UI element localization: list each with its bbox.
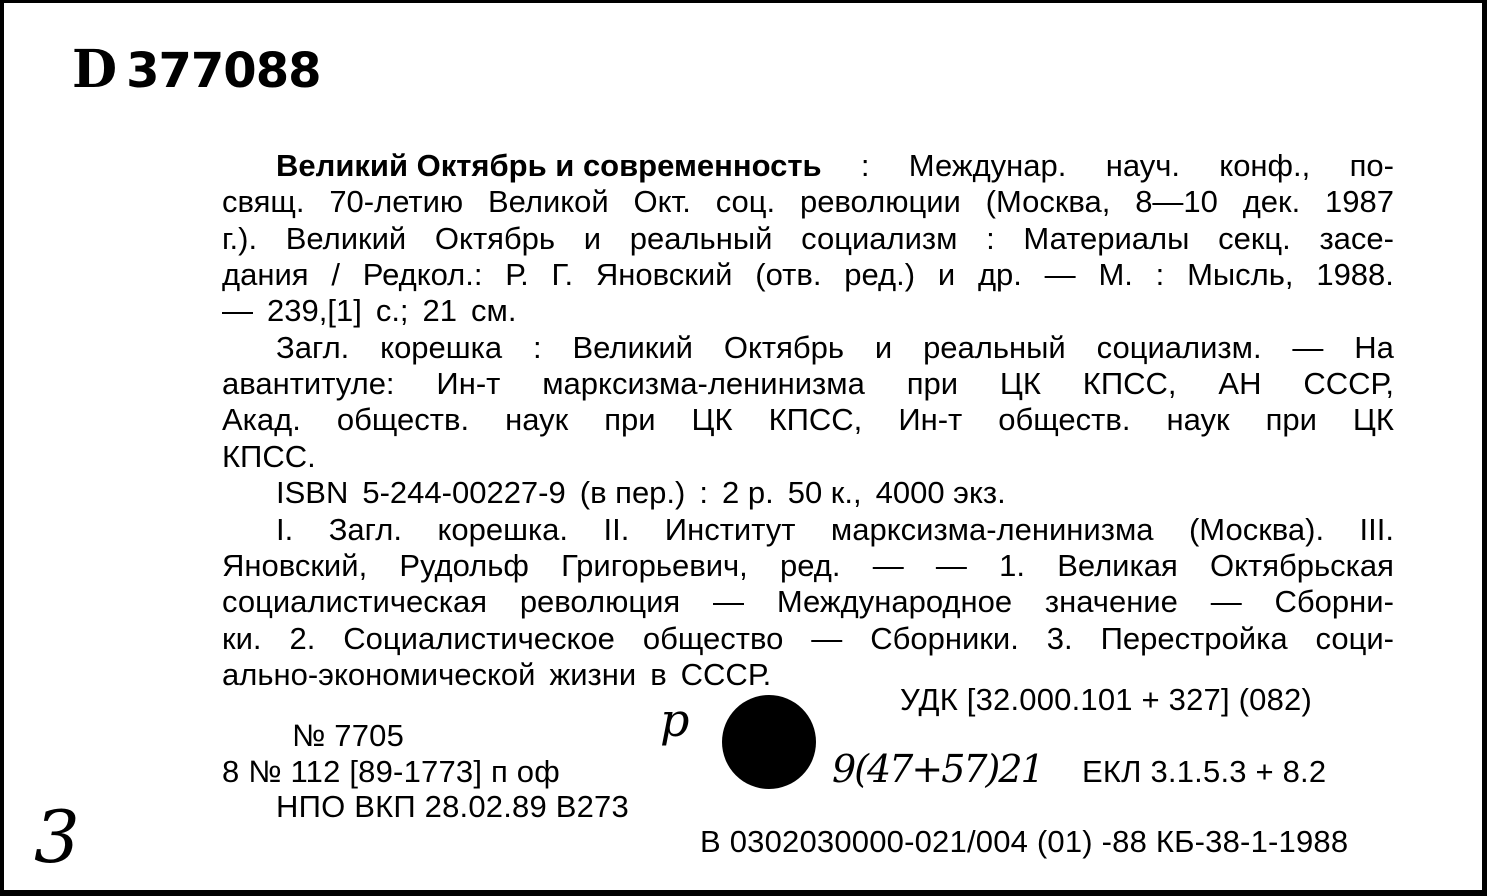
text-word: марксизма-ленинизма (542, 366, 865, 402)
text-word: АН (1218, 366, 1262, 402)
order-number: № 7705 (292, 718, 405, 753)
text-word: Октябрьская (1209, 547, 1394, 583)
text-word: революции (799, 184, 961, 220)
text-word: КПСС. (222, 438, 316, 474)
text-word: Редкол.: (362, 257, 483, 293)
text-word: : (1155, 257, 1165, 293)
text-word: дания (222, 257, 309, 293)
text-line (222, 549, 1394, 583)
text-word: — (1210, 584, 1242, 620)
ekl-code: ЕКЛ 3.1.5.3 + 8.2 (1082, 754, 1327, 789)
text-word: Междунар. (908, 148, 1067, 183)
text-word: общество (642, 620, 784, 656)
text-word: корешка. (437, 511, 569, 547)
text-word: при (906, 366, 959, 402)
text-word: 2 р. (721, 475, 774, 511)
text-word: КПСС, (1082, 366, 1177, 402)
text-word: Великой (487, 184, 609, 220)
text-word: Яновский, (222, 547, 368, 583)
text-word: Р. (505, 257, 529, 293)
print-run-line: 8 № 112 [89-1773] п оф (222, 754, 560, 789)
text-word: жизни (549, 656, 637, 692)
text-word: I. (276, 511, 294, 547)
text-word: засе- (1319, 220, 1394, 256)
text-line (222, 258, 1394, 292)
text-word: Ин-т (436, 366, 501, 402)
text-word: при (1265, 402, 1317, 438)
text-word: : (533, 329, 542, 365)
text-word: III. (1359, 511, 1394, 547)
text-word: Сборни- (1274, 584, 1394, 620)
text-line (222, 222, 1394, 256)
text-word: СССР, (1303, 366, 1394, 402)
text-word: КПСС, (768, 402, 863, 438)
text-word: 50 к., (787, 475, 862, 511)
text-word: науч. (1105, 148, 1180, 183)
text-word: наук (1166, 402, 1230, 438)
bottom-classification-code: В 0302030000-021/004 (01) -88 КБ-38-1-1988 (700, 824, 1349, 859)
text-word: соци- (1315, 620, 1394, 656)
text-line (276, 331, 1394, 365)
text-word: Социалистическое (343, 620, 615, 656)
text-word: секц. (1218, 220, 1291, 256)
text-word: корешка (380, 329, 503, 365)
text-word: значение (1044, 584, 1178, 620)
text-word: (в пер.) (579, 475, 686, 511)
text-word: ред. (780, 547, 841, 583)
text-word: Загл. (328, 511, 402, 547)
text-word: 3. (1046, 620, 1073, 656)
text-word: Григорьевич, (561, 547, 748, 583)
text-word: II. (603, 511, 630, 547)
text-word: ЦК (999, 366, 1041, 402)
text-line (222, 440, 1394, 474)
text-word: конф., (1219, 148, 1311, 183)
text-word: На (1354, 329, 1394, 365)
text-word: ки. (222, 620, 262, 656)
npo-line: НПО ВКП 28.02.89 В273 (276, 789, 629, 824)
text-word: Г. (551, 257, 574, 293)
text-line (276, 513, 1394, 547)
text-word: 70-летию (329, 184, 464, 220)
text-word: (Москва, (985, 184, 1111, 220)
text-word: Октябрь (434, 220, 556, 256)
text-word: (отв. (755, 257, 822, 293)
text-line (276, 149, 1394, 183)
text-line (222, 294, 1394, 328)
text-word: Великий (572, 329, 693, 365)
text-word: М. (1098, 257, 1133, 293)
black-dot-mark (722, 695, 816, 789)
accession-number (72, 39, 320, 100)
text-word: — (1044, 257, 1076, 293)
text-word: Материалы (1023, 220, 1190, 256)
text-word: и (874, 329, 893, 365)
text-word: социалистическая (222, 584, 487, 620)
text-word: соц. (715, 184, 776, 220)
text-word: Перестройка (1100, 620, 1288, 656)
text-line (222, 185, 1394, 219)
text-word: ред.) (844, 257, 916, 293)
text-word: : (860, 148, 870, 183)
accession-digits: 377088 (126, 43, 321, 99)
text-word: в (650, 656, 667, 692)
text-word: 1987 (1325, 184, 1394, 220)
text-word: Мысль, (1187, 257, 1294, 293)
text-word: Акад. (222, 402, 301, 438)
text-word: Великий (285, 220, 407, 256)
text-word: 2. (289, 620, 316, 656)
handwritten-shelf-mark: 9(47+57)21 (832, 747, 1043, 791)
text-word: авантитуле: (222, 366, 395, 402)
text-word: дек. (1242, 184, 1301, 220)
text-word: Великий Октябрь и современность (276, 148, 822, 183)
text-word: Великая (1057, 547, 1178, 583)
text-word: г.). (222, 220, 258, 256)
accession-prefix: D (72, 39, 117, 100)
text-word: Октябрь (723, 329, 845, 365)
text-word: Международное (776, 584, 1013, 620)
udk-code: УДК [32.000.101 + 327] (082) (900, 682, 1312, 717)
text-word: 8—10 (1135, 184, 1218, 220)
text-line (222, 585, 1394, 619)
text-word: марксизма-ленинизма (830, 511, 1154, 547)
text-word: революция (519, 584, 681, 620)
text-word: ISBN (276, 475, 349, 511)
text-word: при (604, 402, 656, 438)
text-line (222, 622, 1394, 656)
text-word: ЦК (1352, 402, 1394, 438)
text-word: 239,[1] (267, 293, 362, 329)
text-word: обществ. (336, 402, 470, 438)
handwritten-margin-digit: 3 (34, 795, 80, 879)
text-word: др. (977, 257, 1022, 293)
text-word: 1988. (1316, 257, 1394, 293)
text-word: — (811, 620, 843, 656)
text-word: — (1292, 329, 1324, 365)
text-word: — (222, 293, 253, 329)
text-word: и (937, 257, 956, 293)
text-line (222, 367, 1394, 401)
text-word: наук (505, 402, 569, 438)
text-word: 4000 экз. (875, 475, 1006, 511)
text-word: по- (1349, 148, 1394, 183)
text-word: Сборники. (870, 620, 1019, 656)
text-word: 1. (999, 547, 1025, 583)
text-line (222, 403, 1394, 437)
text-word: обществ. (998, 402, 1131, 438)
text-word: — (713, 584, 744, 620)
text-word: Яновский (595, 257, 733, 293)
text-word: см. (471, 293, 517, 329)
text-word: / (331, 257, 340, 293)
text-word: Ин-т (898, 402, 963, 438)
text-word: социализм. (1096, 329, 1262, 365)
text-word: и (583, 220, 602, 256)
text-word: с.; (375, 293, 409, 329)
text-word: 21 (422, 293, 458, 329)
text-word: (Москва). (1188, 511, 1325, 547)
text-word: реальный (923, 329, 1066, 365)
text-word: Загл. (276, 329, 350, 365)
text-word: СССР. (680, 656, 772, 692)
text-word: Институт (664, 511, 796, 547)
text-word: ЦК (691, 402, 733, 438)
text-word: — (935, 547, 967, 583)
text-word: ально-экономической (222, 656, 536, 692)
text-word: свящ. (222, 184, 305, 220)
text-word: 5-244-00227-9 (362, 475, 566, 511)
text-word: : (699, 475, 708, 511)
text-word: : (986, 220, 995, 256)
text-word: — (872, 547, 904, 583)
text-word: Рудольф (399, 547, 529, 583)
text-word: реальный (629, 220, 773, 256)
handwritten-letter-p: р (660, 693, 690, 747)
text-word: Окт. (633, 184, 691, 220)
text-line (276, 476, 1394, 510)
text-word: социализм (801, 220, 958, 256)
